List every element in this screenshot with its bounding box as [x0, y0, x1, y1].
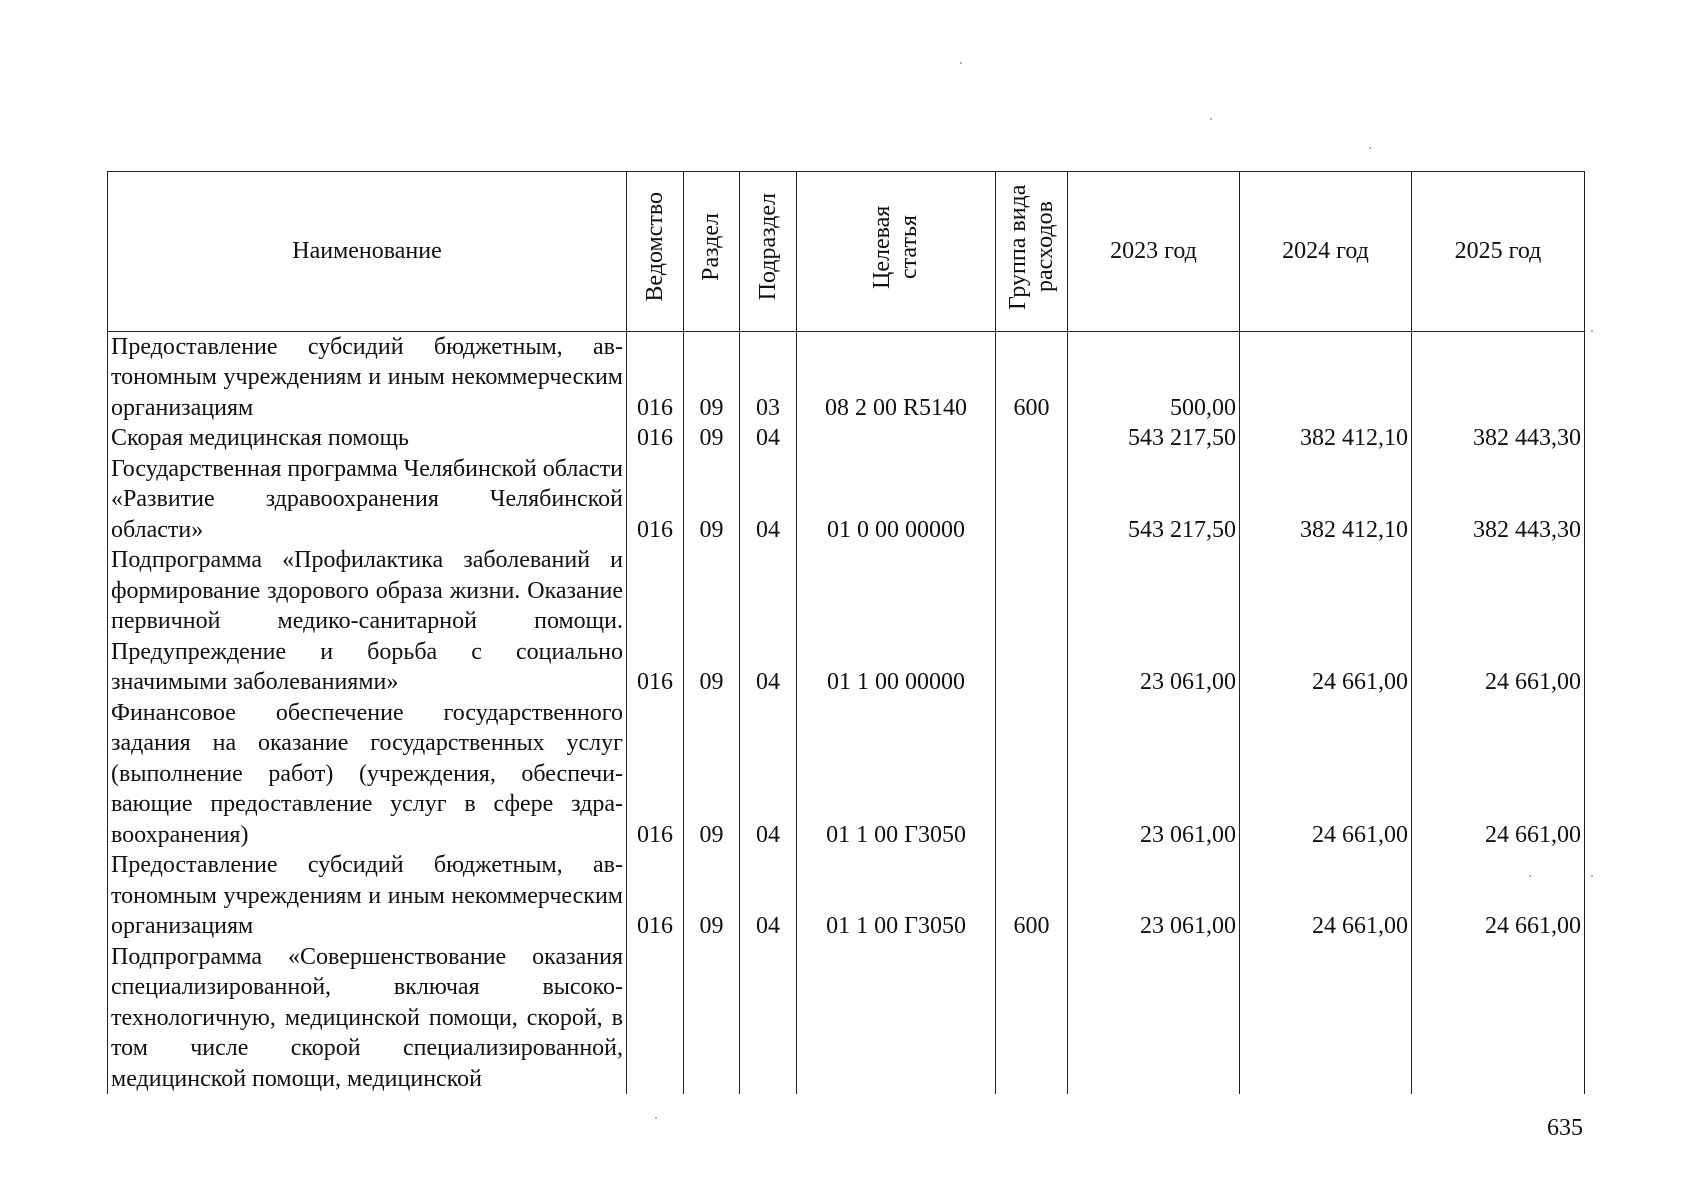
- row-2025: 24 661,00: [1412, 698, 1585, 851]
- row-2025: [1412, 331, 1585, 423]
- table-row: [108, 698, 1585, 851]
- row-razdel: 09: [684, 331, 740, 423]
- row-2023: 500,00: [1068, 331, 1240, 423]
- scan-speck: [1529, 875, 1531, 877]
- row-2024: 24 661,00: [1240, 545, 1412, 698]
- header-name-text: Наименование: [292, 238, 442, 264]
- row-celevaya: [797, 423, 996, 454]
- header-2023-text: 2023 год: [1110, 238, 1197, 264]
- header-name: [108, 172, 627, 332]
- budget-table: [107, 171, 1585, 1094]
- table-header: [108, 172, 1585, 332]
- scan-speck: [1210, 118, 1212, 120]
- row-podrazdel: 04: [740, 545, 797, 698]
- row-celevaya: 01 0 00 00000: [797, 454, 996, 546]
- row-podrazdel: 04: [740, 698, 797, 851]
- row-vedomstvo: 016: [627, 454, 684, 546]
- row-razdel: 09: [684, 454, 740, 546]
- row-podrazdel: 04: [740, 850, 797, 942]
- row-razdel: 09: [684, 545, 740, 698]
- row-gruppa: 600: [996, 331, 1068, 423]
- row-gruppa: [996, 545, 1068, 698]
- row-razdel: 09: [684, 423, 740, 454]
- row-name: Подпрограмма «Профилактика заболеваний и формирование здорового образа жизни. Оказание первичной медико-санитарной помощи. Предупреждение и борьба с социально значимыми заболеваниями»: [108, 545, 627, 698]
- header-vedomstvo: [627, 172, 684, 332]
- row-2025: [1412, 942, 1585, 1095]
- row-podrazdel: 04: [740, 423, 797, 454]
- row-2025: 382 443,30: [1412, 454, 1585, 546]
- row-2024: 24 661,00: [1240, 850, 1412, 942]
- row-2023: 543 217,50: [1068, 423, 1240, 454]
- row-name: Предоставление субсидий бюджетным, автономным учреждениям и иным некоммерческим организациям: [108, 850, 627, 942]
- row-name: Предоставление субсидий бюджетным, автономным учреждениям и иным некоммерческим организациям: [108, 331, 627, 423]
- scan-speck: [960, 62, 962, 64]
- row-name: Государственная программа Челябинской области «Развитие здравоохранения Челябинской области»: [108, 454, 627, 546]
- header-razdel-text: Раздел: [698, 213, 724, 281]
- table-body: [108, 331, 1585, 1094]
- header-row: [108, 172, 1585, 332]
- table-row: [108, 331, 1585, 423]
- row-vedomstvo: [627, 942, 684, 1095]
- row-razdel: [684, 942, 740, 1095]
- row-podrazdel: 03: [740, 331, 797, 423]
- scan-speck: [1369, 147, 1371, 149]
- row-gruppa: [996, 942, 1068, 1095]
- table-row: [108, 850, 1585, 942]
- header-2024: [1240, 172, 1412, 332]
- scan-speck: [1591, 875, 1593, 877]
- row-2023: 23 061,00: [1068, 850, 1240, 942]
- scan-speck: [655, 1117, 657, 1119]
- row-name: Скорая медицинская помощь: [108, 423, 627, 454]
- header-vedomstvo-text: Ведомство: [641, 192, 668, 302]
- row-podrazdel: [740, 942, 797, 1095]
- row-vedomstvo: 016: [627, 850, 684, 942]
- header-razdel: [684, 172, 740, 332]
- row-2024: 24 661,00: [1240, 698, 1412, 851]
- row-2024: 382 412,10: [1240, 454, 1412, 546]
- row-name: Финансовое обеспечение государственного задания на оказание государственных услуг (выполнение работ) (учреждения, обеспечивающие предоставление услуг в сфере здравоохранения): [108, 698, 627, 851]
- row-2024: [1240, 942, 1412, 1095]
- row-name: Подпрограмма «Совершенствование оказания специализированной, включая высокотехнологичную, медицинской помощи, скорой, в том числе скорой специализированной, медицинской помощи, медицинской: [108, 942, 627, 1095]
- header-gruppa: [996, 172, 1068, 332]
- row-2023: [1068, 942, 1240, 1095]
- row-celevaya: [797, 942, 996, 1095]
- header-2025: [1412, 172, 1585, 332]
- header-2023: [1068, 172, 1240, 332]
- row-2025: 24 661,00: [1412, 850, 1585, 942]
- row-gruppa: [996, 454, 1068, 546]
- header-2024-text: 2024 год: [1282, 238, 1369, 264]
- table-row: [108, 454, 1585, 546]
- row-2025: 382 443,30: [1412, 423, 1585, 454]
- row-vedomstvo: 016: [627, 423, 684, 454]
- row-vedomstvo: 016: [627, 545, 684, 698]
- row-2025: 24 661,00: [1412, 545, 1585, 698]
- row-2023: 23 061,00: [1068, 698, 1240, 851]
- header-celevaya-text: Целевая статья: [869, 205, 922, 289]
- row-2024: 382 412,10: [1240, 423, 1412, 454]
- header-podrazdel-text: Подраздел: [754, 193, 781, 301]
- row-celevaya: 01 1 00 00000: [797, 545, 996, 698]
- table-row: [108, 423, 1585, 454]
- row-vedomstvo: 016: [627, 698, 684, 851]
- header-podrazdel: [740, 172, 797, 332]
- row-2024: [1240, 331, 1412, 423]
- row-vedomstvo: 016: [627, 331, 684, 423]
- row-celevaya: 01 1 00 Г3050: [797, 850, 996, 942]
- row-gruppa: [996, 698, 1068, 851]
- row-podrazdel: 04: [740, 454, 797, 546]
- scan-speck: [1591, 330, 1593, 332]
- row-razdel: 09: [684, 698, 740, 851]
- header-2025-text: 2025 год: [1454, 238, 1542, 264]
- header-celevaya: [797, 172, 996, 332]
- row-2023: 23 061,00: [1068, 545, 1240, 698]
- row-razdel: 09: [684, 850, 740, 942]
- page-number: 635: [1547, 1115, 1583, 1141]
- row-gruppa: 600: [996, 850, 1068, 942]
- header-gruppa-text: Группа вида расходов: [1004, 184, 1058, 310]
- row-gruppa: [996, 423, 1068, 454]
- row-2023: 543 217,50: [1068, 454, 1240, 546]
- row-celevaya: 08 2 00 R5140: [797, 331, 996, 423]
- row-celevaya: 01 1 00 Г3050: [797, 698, 996, 851]
- table-row: [108, 942, 1585, 1095]
- table-row: [108, 545, 1585, 698]
